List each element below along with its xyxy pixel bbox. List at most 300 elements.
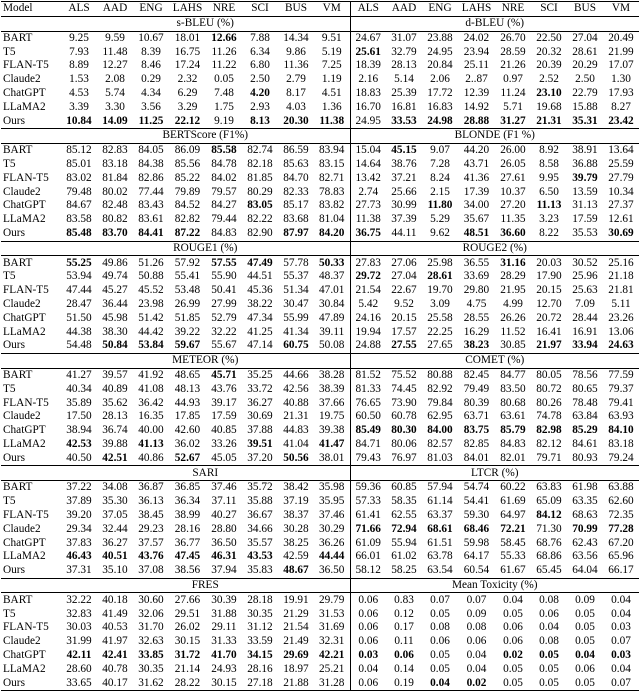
value-cell: 48.13	[174, 382, 201, 395]
value-cell: 63.84	[572, 410, 598, 423]
value-cell: 63.54	[427, 564, 453, 577]
value-cell: 30.85	[500, 339, 526, 352]
table-row	[1, 298, 639, 312]
value-cell: 85.79	[500, 424, 526, 437]
value-cell: 61.98	[567, 481, 603, 495]
value-cell: 43.76	[138, 550, 164, 563]
value-cell: 38.22	[247, 297, 273, 310]
value-cell: 38.37	[283, 508, 309, 521]
model-name: BART	[1, 481, 61, 495]
model-name: FLAN-T5	[3, 59, 49, 72]
section-left-title: METEOR (%)	[61, 353, 350, 368]
value-cell: 41.47	[319, 437, 345, 450]
value-cell: 7.88	[242, 31, 278, 45]
value-cell: 81.84	[102, 171, 128, 184]
value-cell: 0.06	[350, 676, 386, 690]
value-cell: 0.05	[575, 635, 595, 648]
value-cell: 85.56	[174, 158, 201, 171]
value-cell: 84.77	[495, 368, 531, 382]
value-cell: 82.98	[536, 424, 562, 437]
value-cell: 27.66	[169, 593, 206, 607]
value-cell: 81.85	[247, 171, 273, 184]
value-cell: 80.05	[531, 368, 567, 382]
value-cell: 68.76	[536, 536, 562, 549]
value-cell: 31.28	[314, 676, 350, 690]
value-cell: 0.04	[466, 648, 487, 661]
value-cell: 72.94	[391, 522, 417, 535]
value-cell: 11.24	[500, 87, 526, 100]
value-cell: 32.44	[102, 522, 128, 535]
value-cell: 82.82	[174, 213, 201, 226]
model-name: BART	[1, 143, 61, 157]
value-cell: 83.82	[319, 199, 345, 212]
value-cell: 68.86	[536, 550, 562, 563]
value-cell: 39.22	[174, 325, 201, 338]
value-cell: 24.98	[427, 114, 453, 127]
value-cell: 37.20	[247, 451, 273, 464]
model-name: FLAN-T5	[3, 621, 49, 634]
header-bus-left: BUS	[278, 2, 314, 17]
table-row	[1, 270, 639, 284]
value-cell: 61.51	[427, 536, 453, 549]
value-cell: 47.34	[247, 311, 273, 324]
value-cell: 40.00	[138, 424, 164, 437]
value-cell: 40.18	[97, 593, 133, 607]
value-cell: 24.93	[211, 662, 237, 675]
value-cell: 37.39	[391, 213, 417, 226]
value-cell: 0.04	[350, 662, 386, 676]
value-cell: 34.15	[247, 648, 273, 661]
value-cell: 53.84	[138, 339, 164, 352]
value-cell: 0.05	[430, 607, 450, 620]
header-eng-right: ENG	[422, 2, 458, 17]
value-cell: 50.08	[319, 339, 345, 352]
value-cell: 36.77	[174, 536, 201, 549]
value-cell: 79.43	[350, 452, 386, 466]
value-cell: 7.28	[430, 158, 450, 171]
value-cell: 0.05	[539, 648, 559, 661]
value-cell: 47.45	[174, 550, 201, 563]
value-cell: 84.83	[500, 437, 526, 450]
table-row	[1, 172, 639, 186]
section-title-row	[1, 16, 639, 31]
value-cell: 36.55	[458, 256, 495, 270]
value-cell: 8.92	[531, 143, 567, 157]
value-cell: 22.12	[174, 114, 201, 127]
value-cell: 39.57	[97, 368, 133, 382]
value-cell: 58.45	[500, 536, 526, 549]
value-cell: 35.88	[247, 495, 273, 508]
table-row	[1, 199, 639, 213]
value-cell: 41.27	[61, 368, 97, 382]
value-cell: 6.29	[177, 87, 198, 100]
value-cell: 36.74	[102, 424, 128, 437]
value-cell: 36.85	[169, 481, 206, 495]
value-cell: 32.79	[391, 45, 417, 58]
value-cell: 82.90	[247, 227, 273, 239]
model-name: T5	[3, 382, 16, 395]
value-cell: 31.07	[386, 31, 422, 45]
value-cell: 0.05	[495, 676, 531, 690]
value-cell: 8.13	[250, 114, 270, 127]
value-cell: 63.71	[463, 410, 490, 423]
value-cell: 47.01	[319, 284, 345, 297]
value-cell: 41.04	[283, 437, 309, 450]
value-cell: 32.22	[211, 325, 237, 338]
value-cell: 41.34	[283, 325, 309, 338]
value-cell: 79.49	[463, 382, 490, 395]
model-name: T5	[3, 607, 16, 620]
value-cell: 39.17	[211, 396, 237, 409]
value-cell: 38.56	[174, 564, 201, 577]
section-right-title: Mean Toxicity (%)	[350, 578, 639, 593]
value-cell: 55.90	[211, 270, 237, 283]
value-cell: 37.46	[319, 508, 345, 521]
header-vm-right: VM	[603, 2, 639, 17]
value-cell: 9.52	[394, 297, 414, 310]
value-cell: 37.94	[211, 564, 237, 577]
model-name: T5	[3, 270, 16, 283]
value-cell: 0.17	[394, 621, 414, 634]
value-cell: 36.67	[247, 508, 273, 521]
table-row	[1, 101, 639, 115]
value-cell: 63.35	[572, 495, 598, 508]
table-row	[1, 564, 639, 578]
value-cell: 8.17	[286, 87, 306, 100]
value-cell: 41.97	[102, 635, 128, 648]
model-name: T5	[3, 45, 16, 58]
value-cell: 33.65	[61, 676, 97, 690]
value-cell: 63.78	[427, 550, 453, 563]
value-cell: 58.25	[391, 564, 417, 577]
value-cell: 2.52	[539, 73, 559, 86]
value-cell: 84.01	[463, 451, 490, 464]
value-cell: 37.57	[138, 536, 164, 549]
table-row	[1, 536, 639, 550]
value-cell: 35.89	[66, 396, 92, 409]
header-aad-right: AAD	[386, 2, 422, 17]
value-cell: 2.79	[286, 73, 306, 86]
value-cell: 33.59	[247, 635, 273, 648]
value-cell: 40.27	[211, 508, 237, 521]
value-cell: 41.70	[211, 648, 237, 661]
table-row	[1, 143, 639, 157]
value-cell: 3.39	[69, 100, 89, 113]
value-cell: 82.92	[427, 382, 453, 395]
value-cell: 12.61	[608, 213, 634, 226]
value-cell: 24.16	[350, 312, 386, 326]
value-cell: 28.60	[66, 662, 92, 675]
value-cell: 39.20	[66, 508, 92, 521]
value-cell: 5.42	[350, 298, 386, 312]
value-cell: 14.92	[463, 100, 490, 113]
value-cell: 30.84	[319, 297, 345, 310]
value-cell: 27.04	[391, 270, 417, 283]
value-cell: 28.29	[500, 270, 526, 283]
value-cell: 0.07	[422, 593, 458, 607]
value-cell: 71.30	[536, 522, 562, 535]
value-cell: 20.15	[391, 311, 417, 324]
value-cell: 11.38	[319, 114, 345, 127]
value-cell: 77.44	[138, 185, 164, 198]
value-cell: 62.43	[572, 536, 598, 549]
value-cell: 21.31	[283, 410, 309, 423]
value-cell: 24.95	[350, 114, 386, 128]
header-als-left: ALS	[61, 2, 97, 17]
value-cell: 0.04	[575, 648, 595, 661]
value-cell: 63.93	[608, 410, 634, 423]
value-cell: 28.13	[391, 59, 417, 72]
value-cell: 61.02	[391, 550, 417, 563]
value-cell: 58.35	[391, 495, 417, 508]
value-cell: 10.37	[500, 185, 526, 198]
value-cell: 16.91	[572, 325, 598, 338]
model-name: Claude2	[3, 297, 41, 310]
value-cell: 0.07	[611, 635, 631, 648]
value-cell: 82.74	[242, 143, 278, 157]
value-cell: 9.07	[422, 143, 458, 157]
value-cell: 9.95	[539, 171, 559, 184]
value-cell: 25.58	[427, 311, 453, 324]
value-cell: 21.81	[608, 284, 634, 297]
value-cell: 0.05	[567, 676, 603, 690]
table-row	[1, 73, 639, 87]
value-cell: 25.61	[350, 45, 386, 59]
value-cell: 0.06	[350, 593, 386, 607]
value-cell: 1.19	[321, 73, 342, 86]
value-cell: 33.94	[572, 339, 598, 352]
value-cell: 23.42	[608, 114, 634, 127]
value-cell: 37.31	[66, 564, 92, 577]
value-cell: 84.38	[138, 158, 164, 171]
value-cell: 60.54	[463, 564, 490, 577]
value-cell: 16.83	[427, 100, 453, 113]
value-cell: 54.48	[66, 339, 92, 352]
header-vm-left: VM	[314, 2, 350, 17]
value-cell: 55.33	[500, 550, 526, 563]
value-cell: 14.34	[278, 31, 314, 45]
value-cell: 2.93	[250, 100, 270, 113]
section-blank	[1, 241, 61, 256]
value-cell: 20.30	[283, 114, 309, 127]
value-cell: 0.09	[567, 593, 603, 607]
value-cell: 47.49	[242, 256, 278, 270]
value-cell: 80.02	[102, 185, 128, 198]
value-cell: 28.61	[572, 45, 598, 58]
value-cell: 21.97	[536, 339, 562, 352]
value-cell: 62.95	[427, 410, 453, 423]
table-row	[1, 185, 639, 199]
value-cell: 39.79	[572, 171, 598, 184]
value-cell: 21.29	[283, 607, 309, 620]
value-cell: 36.42	[138, 396, 164, 409]
value-cell: 21.99	[608, 45, 634, 58]
value-cell: 11.26	[211, 45, 237, 58]
table-row	[1, 59, 639, 73]
value-cell: 86.59	[278, 143, 314, 157]
value-cell: 26.99	[174, 297, 201, 310]
value-cell: 79.89	[174, 185, 201, 198]
value-cell: 37.88	[247, 424, 273, 437]
value-cell: 2..87	[465, 73, 488, 86]
value-cell: 17.90	[536, 270, 562, 283]
model-name: FLAN-T5	[3, 284, 49, 297]
value-cell: 42.59	[283, 550, 309, 563]
value-cell: 51.26	[133, 256, 169, 270]
value-cell: 9.19	[214, 114, 234, 127]
value-cell: 65.09	[536, 495, 562, 508]
value-cell: 83.50	[500, 382, 526, 395]
model-name: LLaMA2	[3, 325, 46, 338]
value-cell: 57.78	[278, 256, 314, 270]
value-cell: 0.06	[394, 648, 414, 661]
value-cell: 82.01	[500, 451, 526, 464]
value-cell: 24.88	[350, 339, 386, 353]
value-cell: 0.05	[214, 73, 234, 86]
value-cell: 18.39	[350, 59, 386, 73]
value-cell: 31.88	[211, 607, 237, 620]
value-cell: 36.34	[174, 495, 201, 508]
value-cell: 54.74	[458, 481, 495, 495]
value-cell: 12.66	[206, 31, 242, 45]
value-cell: 2.08	[105, 73, 125, 86]
value-cell: 37.08	[138, 564, 164, 577]
value-cell: 0.06	[350, 635, 386, 649]
value-cell: 28.16	[247, 662, 273, 675]
value-cell: 80.68	[500, 396, 526, 409]
model-name: ChatGPT	[3, 87, 46, 100]
value-cell: 0.97	[503, 73, 523, 86]
value-cell: 80.82	[102, 213, 128, 226]
value-cell: 0.06	[350, 621, 386, 635]
value-cell: 36.88	[572, 158, 598, 171]
value-cell: 51.34	[283, 284, 309, 297]
value-cell: 53.48	[174, 284, 201, 297]
value-cell: 44.93	[174, 396, 201, 409]
value-cell: 80.30	[391, 424, 417, 437]
value-cell: 61.69	[500, 495, 526, 508]
value-cell: 30.28	[283, 522, 309, 535]
value-cell: 80.39	[463, 396, 490, 409]
model-name: LLaMA2	[3, 550, 46, 563]
value-cell: 25.66	[391, 185, 417, 198]
table-row	[1, 522, 639, 536]
value-cell: 20.39	[536, 59, 562, 72]
value-cell: 30.35	[247, 607, 273, 620]
table-row	[1, 396, 639, 410]
value-cell: 62.55	[391, 508, 417, 521]
value-cell: 11.80	[427, 199, 453, 212]
value-cell: 82.48	[102, 199, 128, 212]
value-cell: 28.44	[572, 311, 598, 324]
value-cell: 83.75	[463, 424, 490, 437]
value-cell: 25.16	[603, 256, 639, 270]
value-cell: 20.72	[536, 311, 562, 324]
value-cell: 37.66	[319, 396, 345, 409]
value-cell: 45.15	[386, 143, 422, 157]
value-cell: 22.79	[572, 87, 598, 100]
section-title-row	[1, 241, 639, 256]
value-cell: 0.05	[503, 607, 523, 620]
value-cell: 15.88	[572, 100, 598, 113]
value-cell: 38.76	[391, 158, 417, 171]
value-cell: 32.22	[61, 593, 97, 607]
model-name: BART	[1, 593, 61, 607]
table-row	[1, 87, 639, 101]
value-cell: 41.36	[463, 171, 490, 184]
value-cell: 60.75	[283, 339, 309, 352]
section-left-title: SARI	[61, 466, 350, 481]
section-blank	[1, 16, 61, 31]
value-cell: 20.49	[603, 31, 639, 45]
section-left-title: FRES	[61, 578, 350, 593]
value-cell: 29.51	[174, 607, 201, 620]
value-cell: 84.67	[66, 199, 92, 212]
value-cell: 36.27	[247, 396, 273, 409]
value-cell: 40.88	[283, 396, 309, 409]
value-cell: 46.31	[211, 550, 237, 563]
table-row	[1, 325, 639, 339]
value-cell: 0.03	[611, 621, 631, 634]
value-cell: 65.45	[536, 564, 562, 577]
value-cell: 66.01	[350, 550, 386, 564]
value-cell: 0.05	[539, 662, 559, 675]
value-cell: 60.85	[386, 481, 422, 495]
value-cell: 30.69	[247, 410, 273, 423]
value-cell: 53.94	[66, 270, 92, 283]
table-row	[1, 227, 639, 241]
value-cell: 21.18	[608, 270, 634, 283]
value-cell: 0.06	[350, 607, 386, 621]
value-cell: 23.88	[422, 31, 458, 45]
table-row	[1, 662, 639, 676]
value-cell: 83.18	[608, 437, 634, 450]
header-nre-left: NRE	[206, 2, 242, 17]
value-cell: 3.56	[141, 100, 161, 113]
table-row	[1, 452, 639, 466]
value-cell: 38.99	[174, 508, 201, 521]
value-cell: 72.35	[608, 508, 634, 521]
value-cell: 31.69	[319, 621, 345, 634]
model-name: ChatGPT	[3, 199, 46, 212]
value-cell: 42.56	[283, 382, 309, 395]
value-cell: 85.17	[283, 199, 309, 212]
value-cell: 83.70	[102, 227, 128, 239]
value-cell: 87.22	[174, 227, 201, 239]
section-blank	[1, 353, 61, 368]
value-cell: 57.55	[206, 256, 242, 270]
value-cell: 21.26	[500, 59, 526, 72]
value-cell: 30.52	[567, 256, 603, 270]
value-cell: 23.10	[536, 87, 562, 100]
value-cell: 34.08	[97, 481, 133, 495]
value-cell: 84.78	[211, 158, 237, 171]
value-cell: 40.89	[102, 382, 128, 395]
value-cell: 83.43	[138, 199, 164, 212]
value-cell: 35.25	[242, 368, 278, 382]
value-cell: 11.38	[350, 213, 386, 227]
value-cell: 24.95	[427, 45, 453, 58]
value-cell: 84.61	[572, 437, 598, 450]
value-cell: 4.53	[69, 87, 89, 100]
value-cell: 20.29	[572, 59, 598, 72]
value-cell: 8.58	[539, 158, 559, 171]
value-cell: 2.16	[350, 73, 386, 87]
model-name: Ours	[3, 564, 25, 577]
value-cell: 47.89	[319, 311, 345, 324]
value-cell: 84.20	[319, 227, 345, 239]
value-cell: 41.49	[102, 607, 128, 620]
